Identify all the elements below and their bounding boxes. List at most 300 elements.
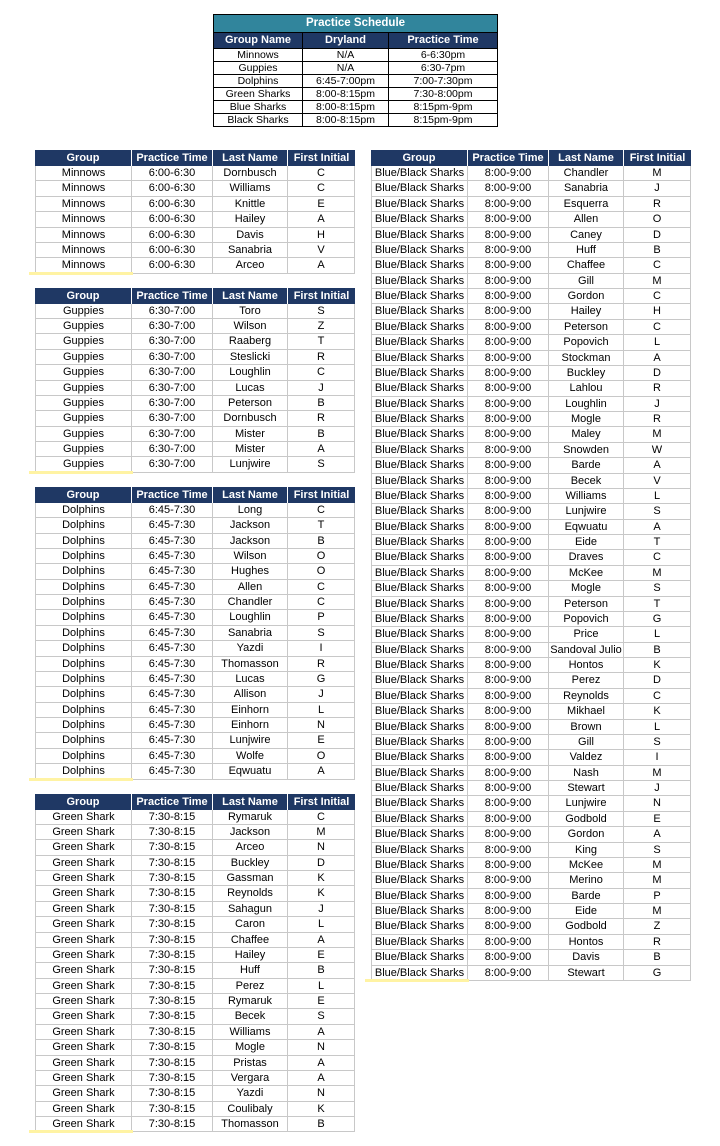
roster-header-last-name: Last Name [213,288,288,304]
first-initial-cell: J [288,902,355,917]
group-name-cell: Dolphins [214,74,303,87]
first-initial-cell: B [288,1117,355,1132]
first-initial-cell: R [288,411,355,426]
first-initial-cell: O [288,564,355,579]
first-initial-cell: B [288,427,355,442]
first-initial-cell: S [288,1009,355,1024]
table-row [35,365,355,380]
last-name-cell: Merino [549,873,624,888]
table-row [371,366,691,381]
first-initial-cell: L [624,489,691,504]
first-initial-cell: B [624,243,691,258]
last-name-cell: Godbold [549,812,624,827]
table-row [35,902,355,917]
practice-time-cell: 6:45-7:30 [132,626,213,641]
first-initial-cell: G [624,612,691,627]
group-cell: Dolphins [35,518,132,533]
table-row [35,641,355,656]
roster-header-last-name: Last Name [549,150,624,166]
last-name-cell: Toro [213,304,288,319]
first-initial-cell: L [288,917,355,932]
practice-time-cell: 8:00-9:00 [468,873,549,888]
first-initial-cell: O [624,212,691,227]
first-initial-cell: J [288,687,355,702]
practice-time-cell: 8:00-9:00 [468,474,549,489]
group-cell: Blue/Black Sharks [371,858,468,873]
schedule-header-practice-time: Practice Time [389,33,497,48]
group-cell: Blue/Black Sharks [371,181,468,196]
roster-header-practice-time: Practice Time [132,487,213,503]
practice-time-cell: 8:00-9:00 [468,520,549,535]
table-row [35,610,355,625]
roster-table-minnows [35,150,355,274]
last-name-cell: Yazdi [213,1086,288,1101]
group-cell: Blue/Black Sharks [371,397,468,412]
practice-time-cell: 7:30-8:15 [132,871,213,886]
table-row [35,856,355,871]
table-row [371,504,691,519]
group-cell: Green Shark [35,963,132,978]
group-cell: Dolphins [35,610,132,625]
first-initial-cell: A [624,520,691,535]
last-name-cell: Chaffee [213,933,288,948]
group-cell: Guppies [35,304,132,319]
practice-time-cell: 6:45-7:30 [132,503,213,518]
practice-time-cell: 7:30-8:15 [132,886,213,901]
practice-time-cell: 6:30-7:00 [132,411,213,426]
group-cell: Blue/Black Sharks [371,704,468,719]
last-name-cell: Eide [549,535,624,550]
practice-time-cell: 7:30-8:15 [132,825,213,840]
dryland-cell: 6:45-7:00pm [303,74,389,87]
group-cell: Green Shark [35,1025,132,1040]
last-name-cell: Davis [213,228,288,243]
group-cell: Dolphins [35,595,132,610]
group-cell: Blue/Black Sharks [371,366,468,381]
first-initial-cell: N [288,1040,355,1055]
table-row [35,749,355,764]
table-row [35,304,355,319]
group-cell: Blue/Black Sharks [371,827,468,842]
practice-time-cell: 7:30-8:15 [132,933,213,948]
practice-time-cell: 8:00-9:00 [468,750,549,765]
roster-header-row [371,150,691,166]
last-name-cell: Eide [549,904,624,919]
table-row [371,274,691,289]
practice-time-cell: 8:00-9:00 [468,796,549,811]
last-name-cell: Knittle [213,197,288,212]
last-name-cell: McKee [549,566,624,581]
practice-time-cell: 7:30-8:15 [132,1056,213,1071]
first-initial-cell: K [288,1102,355,1117]
table-row [35,411,355,426]
first-initial-cell: N [624,796,691,811]
group-cell: Blue/Black Sharks [371,351,468,366]
first-initial-cell: A [288,933,355,948]
last-name-cell: Eqwuatu [213,764,288,779]
roster-header-group: Group [35,487,132,503]
last-name-cell: Chaffee [549,258,624,273]
first-initial-cell: A [624,827,691,842]
last-name-cell: Allison [213,687,288,702]
table-row [371,443,691,458]
last-name-cell: Draves [549,550,624,565]
group-cell: Dolphins [35,703,132,718]
last-name-cell: Lucas [213,381,288,396]
practice-time-cell: 8:00-9:00 [468,673,549,688]
group-cell: Dolphins [35,764,132,779]
group-cell: Blue/Black Sharks [371,750,468,765]
last-name-cell: Jackson [213,825,288,840]
last-name-cell: Perez [549,673,624,688]
practice-time-cell: 6:00-6:30 [132,212,213,227]
practice-time-cell: 8:15pm-9pm [389,100,497,113]
first-initial-cell: M [624,274,691,289]
first-initial-cell: J [288,381,355,396]
group-cell: Green Shark [35,1056,132,1071]
group-cell: Green Shark [35,1071,132,1086]
last-name-cell: Huff [213,963,288,978]
practice-time-cell: 7:30-8:15 [132,1040,213,1055]
table-row [35,595,355,610]
practice-time-cell: 7:30-8:15 [132,917,213,932]
last-name-cell: McKee [549,858,624,873]
group-cell: Blue/Black Sharks [371,504,468,519]
table-row [371,397,691,412]
table-row [371,627,691,642]
practice-schedule-table [213,14,498,127]
first-initial-cell: O [288,549,355,564]
group-cell: Green Shark [35,1117,132,1132]
last-name-cell: Einhorn [213,703,288,718]
table-row [371,673,691,688]
table-row [371,535,691,550]
first-initial-cell: R [624,935,691,950]
first-initial-cell: M [624,858,691,873]
roster-header-first-initial: First Initial [293,152,350,164]
last-name-cell: Nash [549,766,624,781]
first-initial-cell: N [288,1086,355,1101]
table-row [371,550,691,565]
first-initial-cell: S [288,626,355,641]
table-row [35,810,355,825]
practice-time-cell: 7:30-8:15 [132,979,213,994]
table-row [371,258,691,273]
last-name-cell: Steslicki [213,350,288,365]
last-name-cell: Wilson [213,549,288,564]
first-initial-cell: P [624,889,691,904]
table-row [35,396,355,411]
table-row [371,427,691,442]
last-name-cell: Hontos [549,658,624,673]
table-row [371,750,691,765]
table-row [35,979,355,994]
table-row [371,935,691,950]
practice-time-cell: 8:00-9:00 [468,181,549,196]
first-initial-cell: T [624,597,691,612]
last-name-cell: Gill [549,735,624,750]
practice-time-cell: 8:00-9:00 [468,412,549,427]
last-name-cell: Lunjwire [213,733,288,748]
last-name-cell: Raaberg [213,334,288,349]
practice-time-cell: 8:00-9:00 [468,889,549,904]
practice-time-cell: 6:45-7:30 [132,580,213,595]
last-name-cell: Peterson [549,597,624,612]
group-cell: Blue/Black Sharks [371,381,468,396]
group-cell: Blue/Black Sharks [371,735,468,750]
first-initial-cell: B [624,950,691,965]
last-name-cell: Lucas [213,672,288,687]
group-cell: Dolphins [35,733,132,748]
roster-header-group: Group [35,794,132,810]
practice-time-cell: 8:00-9:00 [468,397,549,412]
first-initial-cell: C [288,595,355,610]
schedule-row [214,100,497,113]
first-initial-cell: M [624,566,691,581]
first-initial-cell: D [288,856,355,871]
first-initial-cell: R [624,381,691,396]
table-row [35,350,355,365]
first-initial-cell: S [624,735,691,750]
last-name-cell: Peterson [549,320,624,335]
roster-header-first-initial: First Initial [293,289,350,302]
first-initial-cell: M [288,825,355,840]
first-initial-cell: K [624,704,691,719]
first-initial-cell: E [288,733,355,748]
group-cell: Minnows [35,197,132,212]
first-initial-cell: T [288,518,355,533]
group-cell: Blue/Black Sharks [371,289,468,304]
group-cell: Minnows [35,258,132,273]
practice-time-cell: 8:00-9:00 [468,381,549,396]
practice-time-cell: 6:45-7:30 [132,564,213,579]
practice-time-cell: 8:00-9:00 [468,566,549,581]
group-cell: Dolphins [35,641,132,656]
practice-time-cell: 8:00-9:00 [468,658,549,673]
practice-time-cell: 6:00-6:30 [132,243,213,258]
table-row [371,643,691,658]
practice-time-cell: 6:30-7:00 [132,457,213,472]
practice-time-cell: 6:45-7:30 [132,749,213,764]
yellow-highlight-underline [29,272,133,275]
table-row [35,334,355,349]
first-initial-cell: C [288,166,355,181]
dryland-cell: N/A [303,61,389,74]
group-cell: Guppies [35,319,132,334]
last-name-cell: Jackson [213,518,288,533]
table-row [35,228,355,243]
last-name-cell: Caney [549,228,624,243]
group-cell: Green Shark [35,994,132,1009]
first-initial-cell: T [624,535,691,550]
first-initial-cell: L [624,720,691,735]
table-row [35,564,355,579]
group-cell: Green Shark [35,840,132,855]
first-initial-cell: I [624,750,691,765]
practice-time-cell: 6:30-7pm [389,61,497,74]
roster-header-group: Group [371,150,468,166]
practice-time-cell: 8:00-9:00 [468,704,549,719]
last-name-cell: Stewart [549,781,624,796]
last-name-cell: Thomasson [213,1117,288,1132]
first-initial-cell: C [624,289,691,304]
group-cell: Blue/Black Sharks [371,474,468,489]
group-cell: Blue/Black Sharks [371,658,468,673]
group-cell: Guppies [35,427,132,442]
table-row [371,597,691,612]
table-row [371,320,691,335]
last-name-cell: Popovich [549,612,624,627]
group-cell: Blue/Black Sharks [371,274,468,289]
first-initial-cell: C [624,258,691,273]
table-row [35,963,355,978]
table-row [35,703,355,718]
yellow-highlight-underline [29,1130,133,1133]
group-name-cell: Minnows [214,48,303,61]
practice-time-cell: 6:30-7:00 [132,334,213,349]
last-name-cell: Wolfe [213,749,288,764]
practice-time-cell: 6:00-6:30 [132,258,213,273]
table-row [371,520,691,535]
practice-time-cell: 6:30-7:00 [132,381,213,396]
group-cell: Dolphins [35,687,132,702]
schedule-title: Practice Schedule [214,15,497,33]
first-initial-cell: V [624,474,691,489]
practice-time-cell: 8:00-9:00 [468,243,549,258]
first-initial-cell: L [624,627,691,642]
practice-time-cell: 7:30-8:15 [132,1009,213,1024]
last-name-cell: Gill [549,274,624,289]
last-name-cell: Mogle [213,1040,288,1055]
table-row [35,1071,355,1086]
last-name-cell: Arceo [213,840,288,855]
last-name-cell: Becek [213,1009,288,1024]
practice-time-cell: 6:45-7:30 [132,687,213,702]
first-initial-cell: C [288,580,355,595]
table-row [35,518,355,533]
first-initial-cell: L [288,703,355,718]
last-name-cell: Mogle [549,412,624,427]
group-cell: Blue/Black Sharks [371,689,468,704]
first-initial-cell: K [288,886,355,901]
practice-time-cell: 8:00-9:00 [468,766,549,781]
group-cell: Green Shark [35,933,132,948]
first-initial-cell: G [288,672,355,687]
last-name-cell: Maley [549,427,624,442]
practice-time-cell: 6:45-7:30 [132,518,213,533]
table-row [35,549,355,564]
group-cell: Guppies [35,381,132,396]
first-initial-cell: A [288,764,355,779]
first-initial-cell: S [288,304,355,319]
first-initial-cell: S [624,581,691,596]
practice-time-cell: 6:30-7:00 [132,350,213,365]
practice-time-cell: 6:30-7:00 [132,304,213,319]
practice-time-cell: 7:30-8:15 [132,963,213,978]
roster-header-group: Group [35,288,132,304]
first-initial-cell: J [624,181,691,196]
table-row [35,886,355,901]
practice-time-cell: 6:45-7:30 [132,657,213,672]
first-initial-cell: C [624,320,691,335]
roster-table-guppies [35,288,355,473]
table-row [371,351,691,366]
group-cell: Blue/Black Sharks [371,796,468,811]
practice-time-cell: 8:00-9:00 [468,935,549,950]
table-row [35,1086,355,1101]
first-initial-cell: A [624,351,691,366]
table-row [35,503,355,518]
first-initial-cell: A [288,1071,355,1086]
practice-time-cell: 8:00-9:00 [468,643,549,658]
table-row [371,197,691,212]
last-name-cell: Brown [549,720,624,735]
table-row [35,1025,355,1040]
table-row [35,197,355,212]
practice-time-cell: 6-6:30pm [389,48,497,61]
table-row [371,812,691,827]
table-row [35,657,355,672]
practice-time-cell: 6:30-7:00 [132,319,213,334]
first-initial-cell: M [624,427,691,442]
group-cell: Blue/Black Sharks [371,766,468,781]
group-cell: Blue/Black Sharks [371,612,468,627]
table-row [35,672,355,687]
table-row [371,381,691,396]
table-row [371,781,691,796]
practice-time-cell: 7:30-8:15 [132,994,213,1009]
table-row [35,733,355,748]
practice-time-cell: 7:30-8:15 [132,1117,213,1132]
group-cell: Blue/Black Sharks [371,873,468,888]
group-cell: Green Shark [35,871,132,886]
last-name-cell: Einhorn [213,718,288,733]
group-cell: Minnows [35,166,132,181]
first-initial-cell: S [288,457,355,472]
group-cell: Green Shark [35,902,132,917]
table-row [371,873,691,888]
table-row [371,566,691,581]
schedule-row [214,48,497,61]
yellow-highlight-underline [29,778,133,781]
table-row [35,534,355,549]
last-name-cell: Pristas [213,1056,288,1071]
group-cell: Blue/Black Sharks [371,304,468,319]
practice-time-cell: 8:00-9:00 [468,858,549,873]
practice-time-cell: 8:15pm-9pm [389,113,497,126]
first-initial-cell: R [624,197,691,212]
group-cell: Green Shark [35,1086,132,1101]
practice-time-cell: 8:00-9:00 [468,289,549,304]
group-cell: Minnows [35,228,132,243]
group-cell: Green Shark [35,825,132,840]
last-name-cell: Mikhael [549,704,624,719]
practice-time-cell: 8:00-9:00 [468,304,549,319]
group-cell: Guppies [35,457,132,472]
first-initial-cell: T [288,334,355,349]
last-name-cell: Thomasson [213,657,288,672]
group-cell: Dolphins [35,749,132,764]
first-initial-cell: J [624,781,691,796]
practice-time-cell: 6:45-7:30 [132,703,213,718]
first-initial-cell: M [624,766,691,781]
first-initial-cell: D [624,366,691,381]
table-row [371,212,691,227]
last-name-cell: Jackson [213,534,288,549]
group-cell: Green Shark [35,917,132,932]
table-row [35,718,355,733]
practice-time-cell: 7:30-8:15 [132,948,213,963]
